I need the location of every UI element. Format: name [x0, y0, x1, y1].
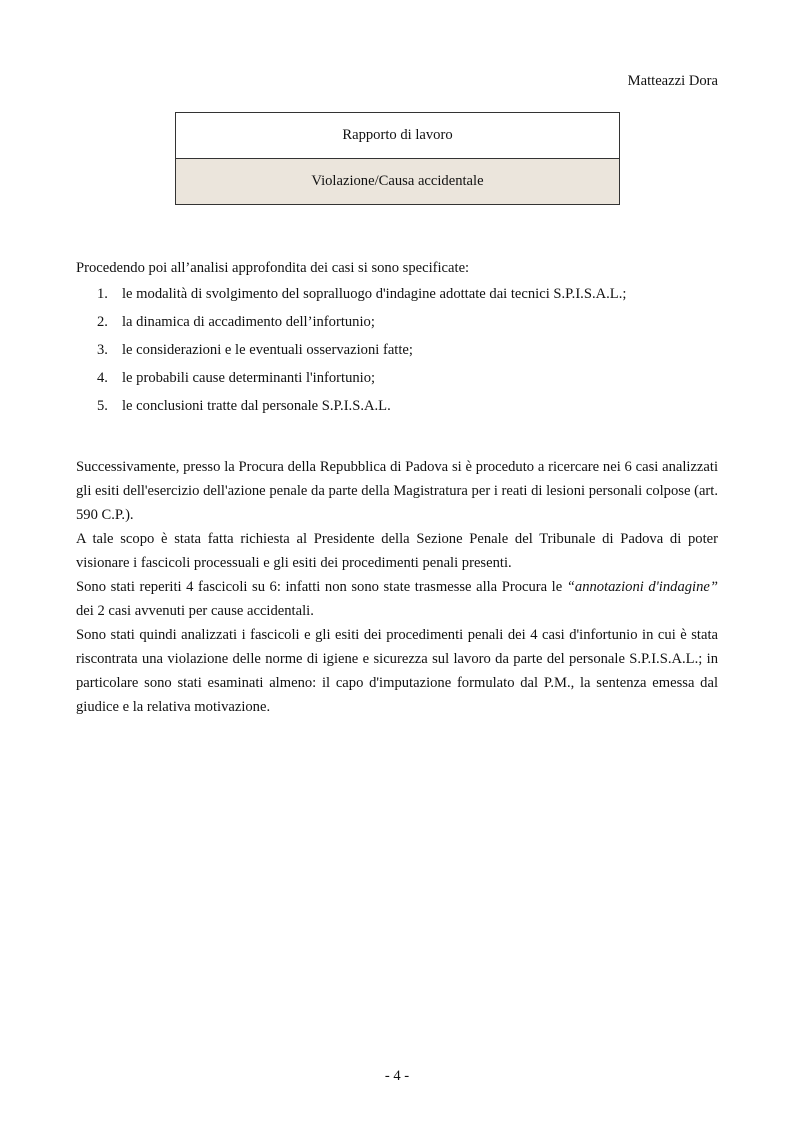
list-number: 1. — [97, 286, 108, 302]
classification-table — [175, 112, 620, 205]
list-item — [76, 367, 718, 395]
list-item — [76, 311, 718, 339]
list-item — [76, 395, 718, 423]
list-text: la dinamica di accadimento dell’infortunio; — [122, 314, 375, 330]
paragraph-fascicoli-start: Sono stati reperiti 4 fascicoli su 6: infatti non sono state trasmesse alla Procura le — [76, 579, 567, 595]
numbered-list — [76, 283, 718, 423]
table-row-violazione: Violazione/Causa accidentale — [176, 159, 619, 204]
paragraph-procura: Successivamente, presso la Procura della Repubblica di Padova si è proceduto a ricercare nei 6 casi analizzati gli esiti dell'esercizio dell'azione penale da parte della Magistratura per i reati di lesioni personali colpose (art. 590 C.P.). — [76, 459, 718, 523]
intro-sentence: Procedendo poi all’analisi approfondita dei casi si sono specificate: — [76, 260, 470, 276]
paragraph-fascicoli — [76, 575, 718, 623]
body-text — [76, 455, 718, 719]
header-author: Matteazzi Dora — [627, 73, 718, 89]
annotazioni-italic: “annotazioni d'indagine” — [566, 579, 718, 595]
list-text: le modalità di svolgimento del sopralluogo d'indagine adottate dai tecnici S.P.I.S.A.L.; — [122, 286, 627, 302]
list-number: 4. — [97, 370, 108, 386]
list-text: le considerazioni e le eventuali osservazioni fatte; — [122, 342, 413, 358]
list-number: 2. — [97, 314, 108, 330]
table-row-rapporto: Rapporto di lavoro — [176, 113, 619, 159]
paragraph-fascicoli-end: dei 2 casi avvenuti per cause accidentali. — [76, 603, 314, 619]
list-number: 3. — [97, 342, 108, 358]
list-text: le conclusioni tratte dal personale S.P.I.S.A.L. — [122, 398, 391, 414]
list-number: 5. — [97, 398, 108, 414]
paragraph-analisi: Sono stati quindi analizzati i fascicoli e gli esiti dei procedimenti penali dei 4 casi d'infortunio in cui è stata riscontrata una violazione delle norme di igiene e sicurezza sul lavoro da parte del personale S.P.I.S.A.L.; in particolare sono stati esaminati almeno: il capo d'imputazione formulato dal P.M., la sentenza emessa dal giudice e la relativa motivazione. — [76, 627, 718, 715]
list-text: le probabili cause determinanti l'infortunio; — [122, 370, 376, 386]
page-number: - 4 - — [384, 1068, 410, 1084]
list-item — [76, 339, 718, 367]
paragraph-richiesta: A tale scopo è stata fatta richiesta al Presidente della Sezione Penale del Tribunale di Padova di poter visionare i fascicoli processuali e gli esiti dei procedimenti penali presenti. — [76, 531, 718, 571]
list-item — [76, 283, 718, 311]
